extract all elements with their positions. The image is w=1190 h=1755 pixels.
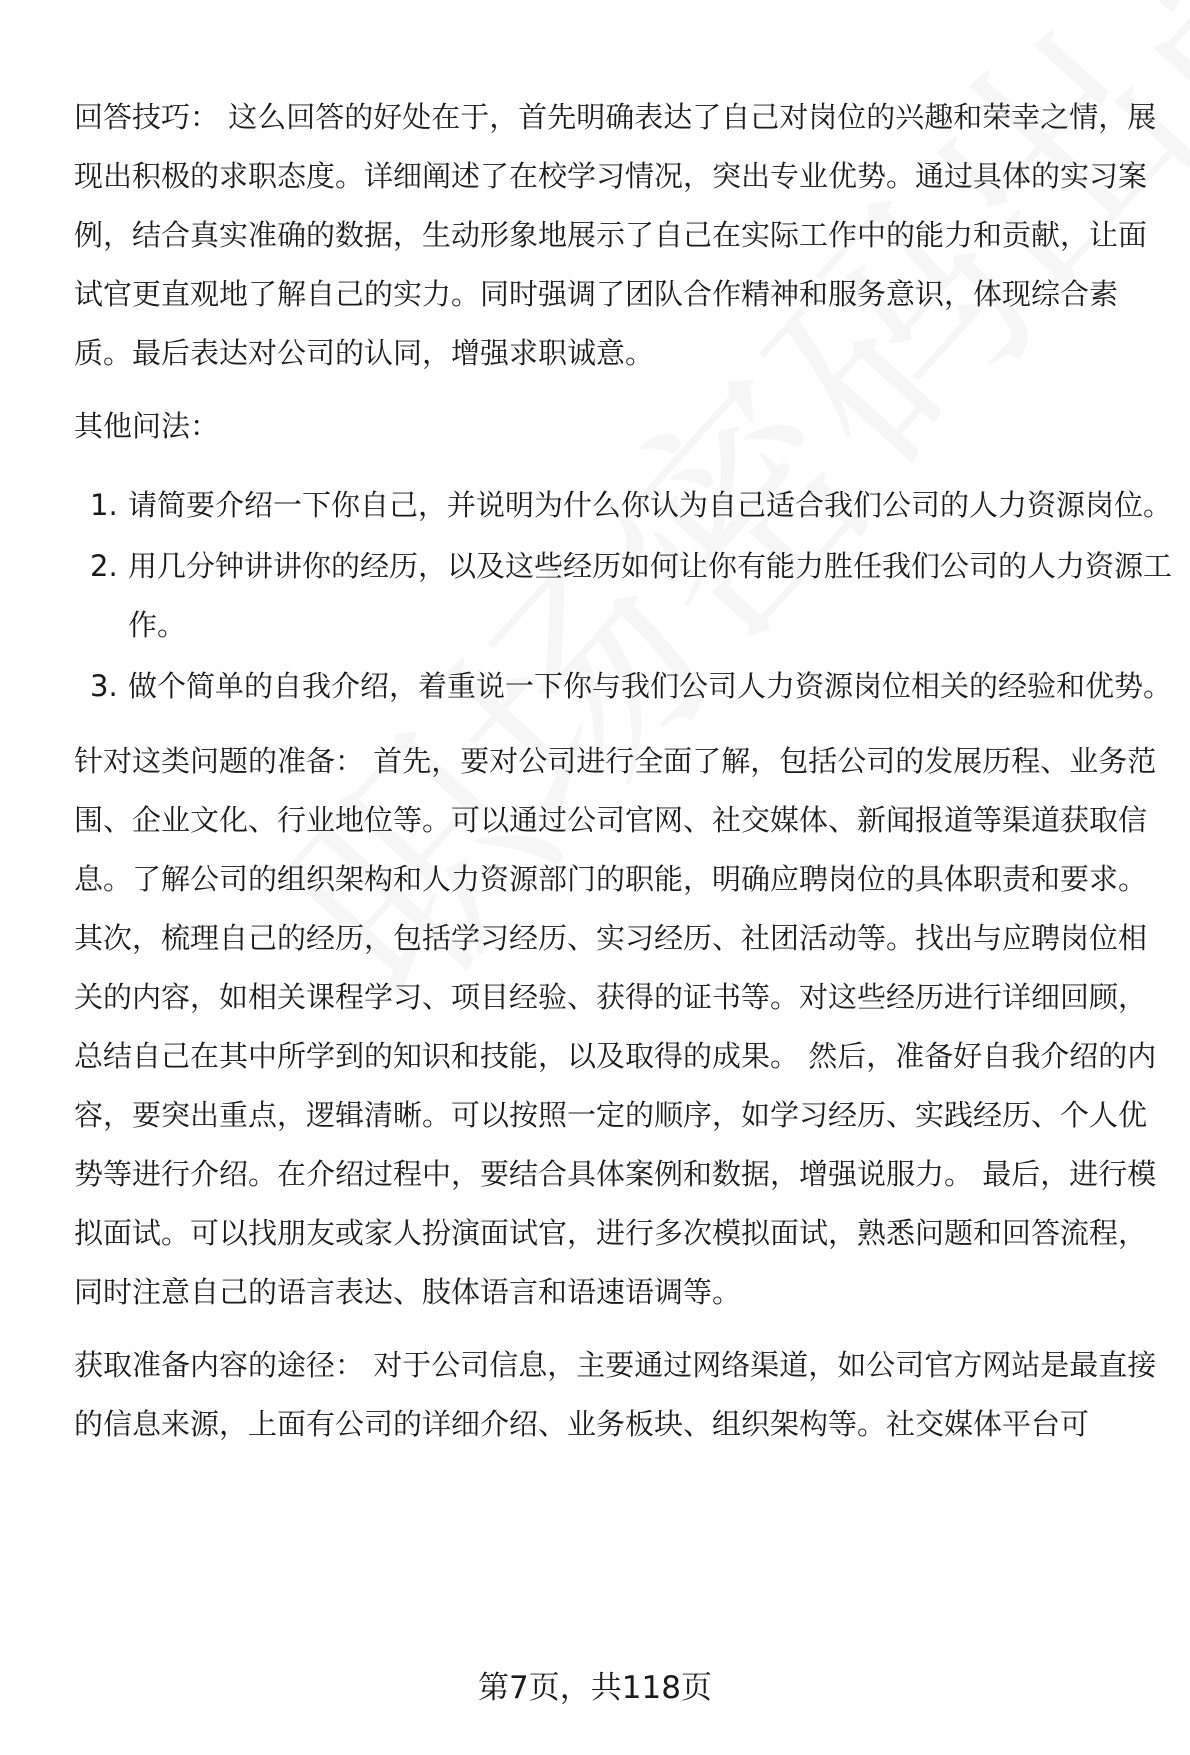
list-number: 1.: [90, 488, 118, 522]
other-questions-list: [74, 476, 1174, 716]
preparation-paragraph: 针对这类问题的准备： 首先，要对公司进行全面了解，包括公司的发展历程、业务范围、企业文化、行业地位等。可以通过公司官网、社交媒体、新闻报道等渠道获取信息。了解公司的组织架构和人力资源部门的职能，明确应聘岗位的具体职责和要求。 其次，梳理自己的经历，包括学习经历、实习经历、社团活动等。找出与应聘岗位相关的内容，如相关课程学习、项目经验、获得的证书等。对这些经历进行详细回顾，总结自己在其中所学到的知识和技能，以及取得的成果。 然后，准备好自我介绍的内容，要突出重点，逻辑清晰。可以按照一定的顺序，如学习经历、实践经历、个人优势等进行介绍。在介绍过程中，要结合具体案例和数据，增强说服力。 最后，进行模拟面试。可以找朋友或家人扮演面试官，进行多次模拟面试，熟悉问题和回答流程，同时注意自己的语言表达、肢体语言和语速语调等。: [74, 744, 1157, 1309]
list-text: 做个简单的自我介绍，着重说一下你与我们公司人力资源岗位相关的经验和优势。: [128, 669, 1173, 703]
list-number: 2.: [90, 549, 118, 583]
document-body: [74, 88, 1174, 1454]
list-item: [74, 476, 1174, 535]
page-number-footer: 第7页，共118页: [478, 1670, 712, 1706]
answer-tips-paragraph: 回答技巧： 这么回答的好处在于，首先明确表达了自己对岗位的兴趣和荣幸之情，展现出积极的求职态度。详细阐述了在校学习情况，突出专业优势。通过具体的实习案例，结合真实准确的数据，生动形象地展示了自己在实际工作中的能力和贡献，让面试官更直观地了解自己的实力。同时强调了团队合作精神和服务意识，体现综合素质。最后表达对公司的认同，增强求职诚意。: [74, 100, 1157, 370]
list-item: [74, 537, 1174, 655]
list-item: [74, 657, 1174, 716]
list-number: 3.: [90, 669, 118, 703]
sources-paragraph: 获取准备内容的途径： 对于公司信息，主要通过网络渠道，如公司官方网站是最直接的信息来源，上面有公司的详细介绍、业务板块、组织架构等。社交媒体平台可: [74, 1348, 1157, 1441]
list-text: 请简要介绍一下你自己，并说明为什么你认为自己适合我们公司的人力资源岗位。: [128, 488, 1173, 522]
list-text: 用几分钟讲讲你的经历，以及这些经历如何让你有能力胜任我们公司的人力资源工作。: [128, 549, 1173, 642]
other-questions-heading: 其他问法：: [74, 409, 220, 443]
